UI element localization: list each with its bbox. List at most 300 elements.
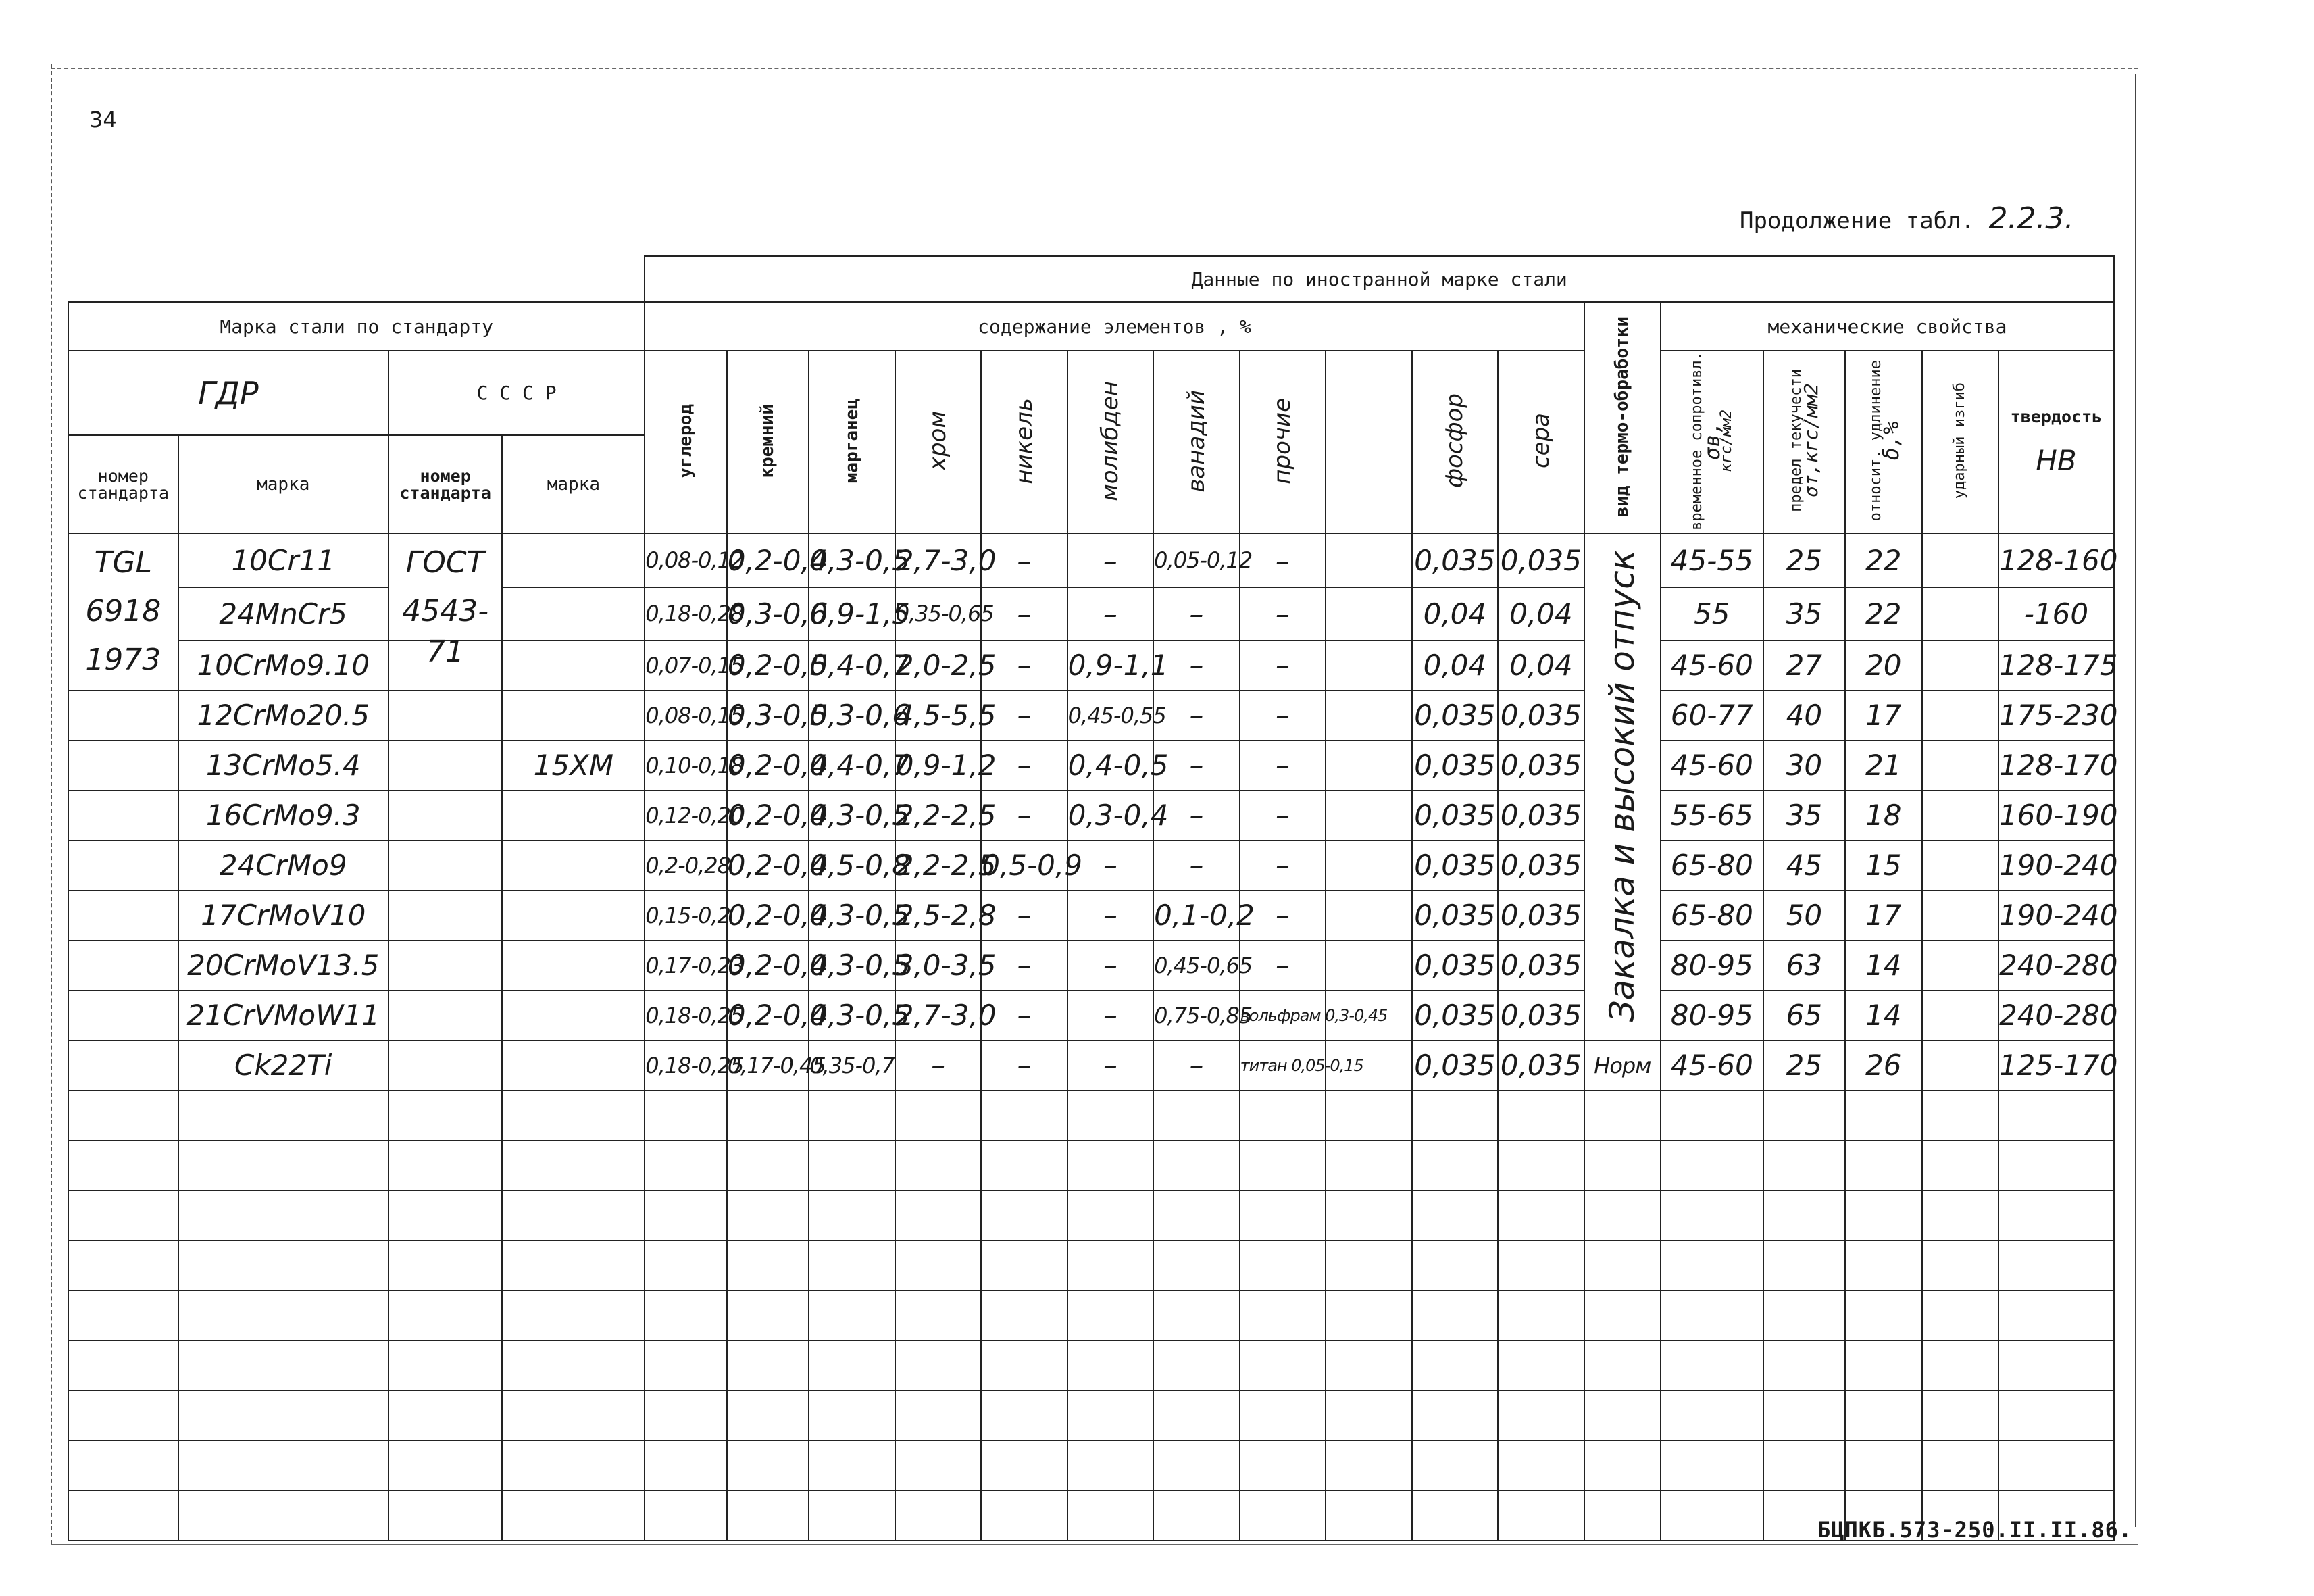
heat-treatment-label: вид термо-обработки (1612, 316, 1633, 518)
element-mo-cell: 0,4-0,5 (1067, 741, 1153, 791)
empty-cell (1326, 1091, 1411, 1141)
ussr-standard-cell (388, 741, 503, 791)
mech-elong-cell: 20 (1845, 641, 1921, 691)
element-ni-cell: – (981, 791, 1067, 841)
empty-cell (1763, 1441, 1845, 1491)
element-cr-cell: 3,0-3,5 (895, 941, 981, 991)
ussr-standard-cell (388, 941, 503, 991)
table-row (68, 691, 2114, 741)
element-mn-cell: 0,4-0,7 (809, 741, 895, 791)
element-si-cell: 0,2-0,4 (727, 991, 809, 1041)
empty-cell (1067, 1341, 1153, 1391)
grade-by-standard-header: Марка стали по стандарту (68, 302, 645, 351)
empty-cell (502, 1341, 645, 1391)
gdr-grade-cell: 10CrMo9.10 (178, 641, 388, 691)
empty-cell (1240, 1291, 1326, 1341)
empty-cell (1153, 1191, 1239, 1241)
empty-cell (1922, 1191, 1998, 1241)
mech-impact-cell (1922, 891, 1998, 941)
element-v-cell: 0,05-0,12 (1153, 534, 1239, 587)
blank-cell (1326, 791, 1411, 841)
empty-cell (178, 1241, 388, 1291)
ussr-header: С С С Р (388, 351, 645, 435)
element-mo-cell: 0,9-1,1 (1067, 641, 1153, 691)
header-blank (68, 256, 645, 302)
element-mo-cell: 0,3-0,4 (1067, 791, 1153, 841)
gdr-standard-cell (68, 1041, 178, 1091)
steel-grades-table (68, 255, 2118, 1541)
heat-treatment-cell: Норм (1584, 1041, 1661, 1091)
col-sulfur: сера (1498, 351, 1584, 534)
empty-cell (1845, 1191, 1921, 1241)
element-cr-cell: 2,7-3,0 (895, 991, 981, 1041)
empty-cell (1153, 1491, 1239, 1541)
empty-cell (1584, 1391, 1661, 1441)
empty-cell (1661, 1241, 1763, 1291)
element-c-cell: 0,18-0,25 (645, 991, 726, 1041)
empty-cell (178, 1491, 388, 1541)
gdr-grade-header: марка (178, 435, 388, 534)
page-number: 34 (89, 107, 117, 132)
col-nickel: никель (981, 351, 1067, 534)
element-mn-cell: 0,3-0,5 (809, 534, 895, 587)
table-row (68, 841, 2114, 891)
mech-hb-cell: 128-175 (1998, 641, 2114, 691)
empty-cell (1067, 1241, 1153, 1291)
gdr-grade-cell: 17CrMoV10 (178, 891, 388, 941)
empty-cell (645, 1491, 726, 1541)
ussr-grade-cell (502, 587, 645, 641)
empty-cell (895, 1191, 981, 1241)
empty-cell (809, 1391, 895, 1441)
element-s-cell: 0,04 (1498, 587, 1584, 641)
element-s-cell: 0,035 (1498, 891, 1584, 941)
empty-cell (809, 1441, 895, 1491)
mech-elong-cell: 21 (1845, 741, 1921, 791)
element-v-cell: – (1153, 841, 1239, 891)
empty-cell (895, 1091, 981, 1141)
mech-tensile-cell: 45-55 (1661, 534, 1763, 587)
element-mo-cell: – (1067, 941, 1153, 991)
element-other-cell: – (1240, 691, 1326, 741)
empty-cell (1661, 1191, 1763, 1241)
gdr-standard-cell (68, 841, 178, 891)
blank-cell (1326, 841, 1411, 891)
empty-cell (1998, 1241, 2114, 1291)
element-v-cell: – (1153, 791, 1239, 841)
gdr-grade-cell: 13CrMo5.4 (178, 741, 388, 791)
empty-cell (1922, 1341, 1998, 1391)
empty-cell (1153, 1291, 1239, 1341)
element-v-cell: 0,45-0,65 (1153, 941, 1239, 991)
frame-bottom-border (51, 1544, 2138, 1545)
empty-cell (1153, 1091, 1239, 1141)
element-p-cell: 0,035 (1412, 534, 1498, 587)
empty-cell (68, 1441, 178, 1491)
element-cr-cell: 0,35-0,65 (895, 587, 981, 641)
empty-cell (727, 1491, 809, 1541)
mech-elong-cell: 17 (1845, 691, 1921, 741)
empty-cell (1326, 1341, 1411, 1391)
heat-treatment-text: Закалка и высокий отпуск (1603, 549, 1642, 1022)
col-manganese: марганец (809, 351, 895, 534)
element-mo-cell: – (1067, 587, 1153, 641)
empty-cell (727, 1141, 809, 1191)
empty-cell (1412, 1191, 1498, 1241)
element-p-cell: 0,035 (1412, 691, 1498, 741)
ussr-grade-cell (502, 791, 645, 841)
element-v-cell: – (1153, 691, 1239, 741)
table-row (68, 791, 2114, 841)
empty-cell (1153, 1391, 1239, 1441)
blank-cell (1326, 534, 1411, 587)
empty-cell (1498, 1091, 1584, 1141)
gdr-standard-cell (68, 991, 178, 1041)
empty-cell (645, 1391, 726, 1441)
mech-tensile-cell: 45-60 (1661, 741, 1763, 791)
gdr-header: ГДР (68, 351, 388, 435)
element-si-cell: 0,2-0,4 (727, 534, 809, 587)
element-v-cell: – (1153, 741, 1239, 791)
empty-cell (645, 1141, 726, 1191)
element-cr-cell: 2,2-2,5 (895, 791, 981, 841)
element-si-cell: 0,2-0,4 (727, 741, 809, 791)
element-ni-cell: – (981, 534, 1067, 587)
empty-cell (1763, 1141, 1845, 1191)
element-si-cell: 0,17-0,45 (727, 1041, 809, 1091)
empty-cell (1240, 1141, 1326, 1191)
empty-cell (981, 1441, 1067, 1491)
element-si-cell: 0,3-0,6 (727, 587, 809, 641)
mech-impact-cell (1922, 841, 1998, 891)
empty-cell (502, 1291, 645, 1341)
element-si-cell: 0,2-0,4 (727, 841, 809, 891)
empty-cell (1153, 1241, 1239, 1291)
empty-cell (178, 1441, 388, 1491)
table-row (68, 991, 2114, 1041)
empty-cell (68, 1091, 178, 1141)
empty-cell (1584, 1291, 1661, 1341)
empty-cell (1153, 1441, 1239, 1491)
empty-cell (809, 1491, 895, 1541)
empty-cell (809, 1141, 895, 1191)
element-cr-cell: 2,7-3,0 (895, 534, 981, 587)
empty-table-row (68, 1391, 2114, 1441)
empty-cell (1326, 1291, 1411, 1341)
element-mn-cell: 0,9-1,5 (809, 587, 895, 641)
empty-table-row (68, 1491, 2114, 1541)
ussr-grade-header: марка (502, 435, 645, 534)
empty-cell (1584, 1241, 1661, 1291)
empty-cell (727, 1291, 809, 1341)
mech-yield-cell: 63 (1763, 941, 1845, 991)
empty-cell (981, 1191, 1067, 1241)
element-ni-cell: – (981, 891, 1067, 941)
empty-cell (809, 1191, 895, 1241)
empty-cell (1584, 1091, 1661, 1141)
empty-cell (1998, 1341, 2114, 1391)
element-v-cell: 0,75-0,85 (1153, 991, 1239, 1041)
element-cr-cell: 2,5-2,8 (895, 891, 981, 941)
mech-tensile-cell: 45-60 (1661, 641, 1763, 691)
ussr-std-number-header: номер стандарта (388, 435, 503, 534)
mech-hb-cell: 190-240 (1998, 891, 2114, 941)
empty-cell (178, 1341, 388, 1391)
element-ni-cell: – (981, 691, 1067, 741)
element-ni-cell: – (981, 991, 1067, 1041)
mech-elong-cell: 22 (1845, 587, 1921, 641)
element-p-cell: 0,035 (1412, 941, 1498, 991)
element-si-cell: 0,2-0,5 (727, 641, 809, 691)
empty-cell (1067, 1441, 1153, 1491)
empty-cell (1763, 1341, 1845, 1391)
col-impact: ударный изгиб (1922, 351, 1998, 534)
empty-cell (178, 1191, 388, 1241)
empty-cell (388, 1291, 503, 1341)
empty-cell (727, 1241, 809, 1291)
element-c-cell: 0,08-0,15 (645, 691, 726, 741)
element-v-cell: 0,1-0,2 (1153, 891, 1239, 941)
empty-cell (1763, 1241, 1845, 1291)
mech-yield-cell: 65 (1763, 991, 1845, 1041)
empty-cell (1412, 1291, 1498, 1341)
element-ni-cell: – (981, 1041, 1067, 1091)
ussr-grade-cell (502, 891, 645, 941)
empty-cell (1240, 1441, 1326, 1491)
table-row (68, 741, 2114, 791)
gdr-standard-line: 1973 (85, 642, 161, 677)
frame-right-border (2135, 74, 2136, 1527)
ussr-grade-cell (502, 641, 645, 691)
empty-cell (645, 1091, 726, 1141)
element-p-cell: 0,035 (1412, 841, 1498, 891)
empty-table-row (68, 1341, 2114, 1391)
ussr-grade-cell (502, 991, 645, 1041)
mech-yield-cell: 27 (1763, 641, 1845, 691)
empty-cell (1845, 1241, 1921, 1291)
element-s-cell: 0,035 (1498, 1041, 1584, 1091)
ussr-grade-cell: 15ХМ (502, 741, 645, 791)
mech-hb-cell: 128-160 (1998, 534, 2114, 587)
element-other-cell: – (1240, 641, 1326, 691)
empty-cell (895, 1441, 981, 1491)
mech-yield-cell: 35 (1763, 587, 1845, 641)
element-cr-cell: 4,5-5,5 (895, 691, 981, 741)
empty-cell (1067, 1091, 1153, 1141)
heat-treatment-header (1584, 302, 1661, 534)
empty-cell (809, 1341, 895, 1391)
gdr-standard-cell (68, 741, 178, 791)
element-p-cell: 0,04 (1412, 641, 1498, 691)
ussr-standard-line: ГОСТ (405, 545, 485, 580)
element-s-cell: 0,035 (1498, 741, 1584, 791)
element-s-cell: 0,035 (1498, 691, 1584, 741)
element-mo-cell: 0,45-0,55 (1067, 691, 1153, 741)
empty-cell (1922, 1291, 1998, 1341)
mechanical-properties-header: механические свойства (1661, 302, 2114, 351)
empty-cell (1998, 1441, 2114, 1491)
empty-cell (981, 1341, 1067, 1391)
empty-cell (388, 1241, 503, 1291)
empty-cell (1240, 1191, 1326, 1241)
element-s-cell: 0,035 (1498, 791, 1584, 841)
col-chrome: хром (895, 351, 981, 534)
empty-cell (981, 1141, 1067, 1191)
element-p-cell: 0,035 (1412, 1041, 1498, 1091)
empty-cell (1326, 1441, 1411, 1491)
empty-cell (502, 1391, 645, 1441)
empty-cell (68, 1291, 178, 1341)
empty-cell (388, 1491, 503, 1541)
element-si-cell: 0,2-0,4 (727, 791, 809, 841)
ussr-grade-cell (502, 941, 645, 991)
empty-cell (895, 1391, 981, 1441)
empty-cell (727, 1341, 809, 1391)
element-mn-cell: 0,3-0,5 (809, 991, 895, 1041)
element-mn-cell: 0,3-0,6 (809, 691, 895, 741)
col-hardness: твердость НВ (1998, 351, 2114, 534)
ussr-standard-cell (388, 1041, 503, 1091)
gdr-standard-line: 6918 (85, 593, 161, 628)
empty-cell (1067, 1391, 1153, 1441)
empty-cell (68, 1141, 178, 1191)
empty-table-row (68, 1241, 2114, 1291)
element-other-cell: вольфрам 0,3-0,45 (1240, 991, 1326, 1041)
frame-top-border (51, 68, 2138, 69)
mech-hb-cell: 160-190 (1998, 791, 2114, 841)
gdr-std-number-header: номер стандарта (68, 435, 178, 534)
ussr-grade-cell (502, 841, 645, 891)
empty-cell (388, 1391, 503, 1441)
empty-cell (1845, 1391, 1921, 1441)
col-yield: предел текучести σт,кгс/мм2 (1763, 351, 1845, 534)
mech-tensile-cell: 65-80 (1661, 891, 1763, 941)
element-mn-cell: 0,3-0,5 (809, 941, 895, 991)
empty-cell (645, 1441, 726, 1491)
empty-cell (502, 1441, 645, 1491)
empty-cell (1998, 1091, 2114, 1141)
empty-cell (809, 1091, 895, 1141)
mech-elong-cell: 17 (1845, 891, 1921, 941)
empty-cell (1661, 1141, 1763, 1191)
element-mo-cell: – (1067, 534, 1153, 587)
empty-cell (1845, 1091, 1921, 1141)
empty-cell (1763, 1191, 1845, 1241)
element-mo-cell: – (1067, 1041, 1153, 1091)
ussr-standard-cell (388, 691, 503, 741)
empty-cell (388, 1441, 503, 1491)
elements-content-header: содержание элементов , % (645, 302, 1584, 351)
empty-cell (68, 1341, 178, 1391)
element-other-cell: – (1240, 891, 1326, 941)
element-c-cell: 0,08-0,12 (645, 534, 726, 587)
empty-cell (1498, 1391, 1584, 1441)
ussr-grade-cell (502, 1041, 645, 1091)
mech-impact-cell (1922, 941, 1998, 991)
empty-cell (1584, 1141, 1661, 1191)
col-carbon: углерод (645, 351, 726, 534)
element-mn-cell: 0,4-0,7 (809, 641, 895, 691)
empty-cell (1498, 1491, 1584, 1541)
empty-table-row (68, 1141, 2114, 1191)
gdr-grade-cell: Ck22Ti (178, 1041, 388, 1091)
gdr-grade-cell: 24CrMo9 (178, 841, 388, 891)
empty-cell (727, 1391, 809, 1441)
element-other-cell: – (1240, 791, 1326, 841)
empty-cell (1661, 1441, 1763, 1491)
empty-cell (809, 1241, 895, 1291)
empty-cell (1153, 1141, 1239, 1191)
empty-cell (1998, 1391, 2114, 1441)
gdr-grade-cell: 10Cr11 (178, 534, 388, 587)
mech-elong-cell: 15 (1845, 841, 1921, 891)
empty-cell (1412, 1091, 1498, 1141)
empty-cell (981, 1391, 1067, 1441)
empty-cell (1998, 1141, 2114, 1191)
empty-cell (1763, 1391, 1845, 1441)
empty-cell (68, 1241, 178, 1291)
empty-table-row (68, 1291, 2114, 1341)
ussr-standard-line: 4543-71 (402, 593, 489, 669)
foreign-data-header: Данные по иностранной марке стали (645, 256, 2114, 302)
empty-cell (895, 1491, 981, 1541)
table-row (68, 641, 2114, 691)
empty-cell (1661, 1291, 1763, 1341)
mech-hb-cell: 175-230 (1998, 691, 2114, 741)
empty-cell (1763, 1091, 1845, 1141)
empty-cell (1326, 1141, 1411, 1191)
element-other-cell: – (1240, 941, 1326, 991)
empty-cell (1153, 1341, 1239, 1391)
element-other-cell: – (1240, 534, 1326, 587)
gdr-grade-cell: 12CrMo20.5 (178, 691, 388, 741)
mech-impact-cell (1922, 534, 1998, 587)
empty-cell (1498, 1291, 1584, 1341)
mech-yield-cell: 45 (1763, 841, 1845, 891)
empty-cell (1845, 1441, 1921, 1491)
mech-impact-cell (1922, 587, 1998, 641)
table-row (68, 587, 2114, 641)
col-blank (1326, 351, 1411, 534)
table-row (68, 1041, 2114, 1091)
element-ni-cell: – (981, 941, 1067, 991)
empty-cell (178, 1091, 388, 1141)
empty-cell (388, 1341, 503, 1391)
empty-cell (645, 1191, 726, 1241)
empty-cell (1240, 1091, 1326, 1141)
ussr-grade-cell (502, 691, 645, 741)
gdr-standard-cell (68, 941, 178, 991)
mech-tensile-cell: 60-77 (1661, 691, 1763, 741)
mech-yield-cell: 35 (1763, 791, 1845, 841)
element-c-cell: 0,18-0,25 (645, 1041, 726, 1091)
element-mn-cell: 0,5-0,8 (809, 841, 895, 891)
empty-cell (502, 1191, 645, 1241)
empty-cell (1584, 1191, 1661, 1241)
element-ni-cell: – (981, 641, 1067, 691)
empty-cell (502, 1091, 645, 1141)
empty-cell (1412, 1341, 1498, 1391)
empty-cell (1326, 1241, 1411, 1291)
empty-cell (895, 1291, 981, 1341)
empty-cell (1412, 1141, 1498, 1191)
empty-cell (981, 1091, 1067, 1141)
col-elongation: относит. удлинение δ,% (1845, 351, 1921, 534)
mech-hb-cell: 125-170 (1998, 1041, 2114, 1091)
element-mn-cell: 0,35-0,7 (809, 1041, 895, 1091)
ussr-standard-cell (388, 791, 503, 841)
element-v-cell: – (1153, 641, 1239, 691)
